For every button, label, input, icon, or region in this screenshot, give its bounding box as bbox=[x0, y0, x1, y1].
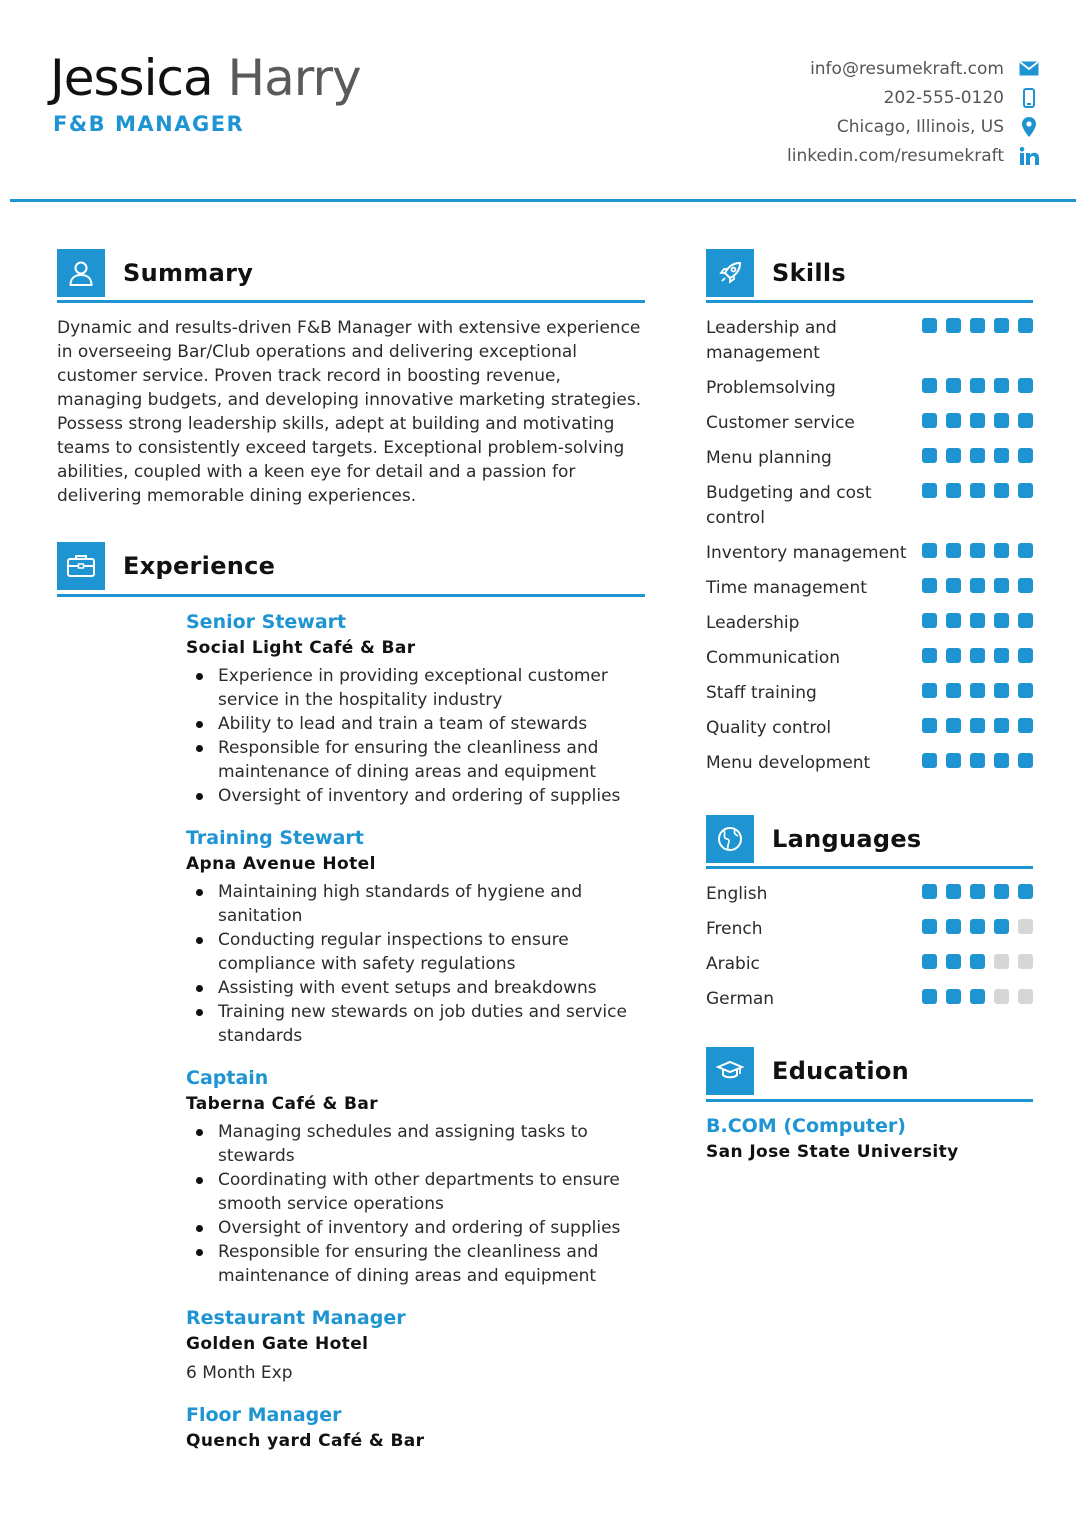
skill-label: Time management bbox=[706, 578, 867, 598]
rating-dot-filled bbox=[970, 919, 985, 934]
rating-dot-filled bbox=[946, 483, 961, 498]
globe-icon bbox=[706, 815, 754, 863]
job-company: Social Light Café & Bar bbox=[186, 638, 416, 658]
rating-dot-filled bbox=[994, 413, 1009, 428]
job-bullet: Experience in providing exceptional customer service in the hospitality industry bbox=[218, 664, 646, 712]
skill-row bbox=[706, 376, 1033, 401]
contact-location-text: Chicago, Illinois, US bbox=[836, 116, 1004, 137]
rating-dot-filled bbox=[994, 919, 1009, 934]
language-rating bbox=[922, 987, 1033, 1004]
rating-dot-filled bbox=[1018, 753, 1033, 768]
rating-dot-filled bbox=[922, 613, 937, 628]
languages-list bbox=[706, 882, 1033, 1022]
skill-label: Budgeting and cost control bbox=[706, 483, 872, 528]
rating-dot-filled bbox=[946, 578, 961, 593]
skill-label: Communication bbox=[706, 648, 840, 668]
rating-dot-filled bbox=[994, 753, 1009, 768]
rating-dot-filled bbox=[1018, 413, 1033, 428]
rating-dot-filled bbox=[1018, 318, 1033, 333]
skills-divider bbox=[706, 300, 1033, 303]
skill-label: Menu planning bbox=[706, 448, 832, 468]
skill-rating bbox=[922, 376, 1033, 393]
rating-dot-empty bbox=[1018, 989, 1033, 1004]
rating-dot-filled bbox=[946, 648, 961, 663]
rating-dot-filled bbox=[922, 543, 937, 558]
summary-title: Summary bbox=[123, 259, 254, 287]
job-bullet: Assisting with event setups and breakdowns bbox=[218, 976, 646, 1000]
skill-label: Menu development bbox=[706, 753, 871, 773]
rating-dot-filled bbox=[994, 543, 1009, 558]
last-name: Harry bbox=[227, 49, 361, 107]
candidate-name bbox=[50, 46, 361, 110]
rating-dot-filled bbox=[946, 989, 961, 1004]
job-title: Floor Manager bbox=[186, 1404, 342, 1426]
rating-dot-filled bbox=[946, 318, 961, 333]
education-degree: B.COM (Computer) bbox=[706, 1115, 906, 1137]
rating-dot-filled bbox=[922, 884, 937, 899]
languages-divider bbox=[706, 866, 1033, 869]
skill-row bbox=[706, 411, 1033, 436]
contact-location bbox=[787, 112, 1040, 141]
rating-dot-filled bbox=[994, 648, 1009, 663]
rating-dot-filled bbox=[970, 543, 985, 558]
rating-dot-filled bbox=[994, 483, 1009, 498]
contact-phone[interactable] bbox=[787, 83, 1040, 112]
skills-heading bbox=[706, 249, 846, 297]
rating-dot-empty bbox=[994, 989, 1009, 1004]
skill-row bbox=[706, 646, 1033, 671]
job-duration: 6 Month Exp bbox=[186, 1363, 293, 1383]
rating-dot-empty bbox=[1018, 919, 1033, 934]
job-bullets bbox=[186, 1120, 646, 1288]
skill-row bbox=[706, 751, 1033, 776]
rating-dot-filled bbox=[922, 989, 937, 1004]
contact-linkedin-text[interactable]: linkedin.com/resumekraft bbox=[787, 145, 1004, 166]
experience-list bbox=[186, 609, 646, 1471]
rating-dot-filled bbox=[1018, 648, 1033, 663]
job-bullet: Coordinating with other departments to ensure smooth service operations bbox=[218, 1168, 646, 1216]
summary-divider bbox=[57, 300, 645, 303]
rating-dot-filled bbox=[922, 683, 937, 698]
skill-rating bbox=[922, 481, 1033, 498]
skill-rating bbox=[922, 541, 1033, 558]
skill-label: Staff training bbox=[706, 683, 817, 703]
skill-label: Inventory management bbox=[706, 543, 907, 563]
job-title: Training Stewart bbox=[186, 827, 364, 849]
job-entry bbox=[186, 825, 646, 1048]
language-rating bbox=[922, 917, 1033, 934]
skill-rating bbox=[922, 646, 1033, 663]
rating-dot-filled bbox=[970, 448, 985, 463]
rating-dot-filled bbox=[994, 613, 1009, 628]
rating-dot-filled bbox=[922, 753, 937, 768]
language-label: English bbox=[706, 884, 768, 904]
rating-dot-filled bbox=[1018, 483, 1033, 498]
rating-dot-filled bbox=[970, 648, 985, 663]
job-entry bbox=[186, 1305, 646, 1385]
rating-dot-filled bbox=[946, 683, 961, 698]
job-bullet: Oversight of inventory and ordering of supplies bbox=[218, 1216, 646, 1240]
skills-title: Skills bbox=[772, 259, 847, 287]
rating-dot-filled bbox=[994, 884, 1009, 899]
rating-dot-filled bbox=[1018, 683, 1033, 698]
job-bullet: Conducting regular inspections to ensure compliance with safety regulations bbox=[218, 928, 646, 976]
skill-row bbox=[706, 541, 1033, 566]
job-bullet: Responsible for ensuring the cleanliness and maintenance of dining areas and equipment bbox=[218, 1240, 646, 1288]
contact-email[interactable] bbox=[787, 54, 1040, 83]
rating-dot-filled bbox=[946, 718, 961, 733]
job-title: Captain bbox=[186, 1067, 269, 1089]
language-label: German bbox=[706, 989, 775, 1009]
summary-text: Dynamic and results-driven F&B Manager with extensive experience in overseeing Bar/Club operations and delivering exceptional customer service. Proven track record in boosting revenue, managing budgets, and developing innovative marketing strategies. Possess strong leadership skills, adept at building and motivating teams to consistently exceed targets. Exceptional problem-solving abilities, coupled with a keen eye for detail and a passion for delivering memorable dining experiences. bbox=[57, 318, 642, 506]
experience-divider bbox=[57, 594, 645, 597]
job-bullet: Training new stewards on job duties and service standards bbox=[218, 1000, 646, 1048]
language-rating bbox=[922, 952, 1033, 969]
experience-heading bbox=[57, 542, 275, 590]
rating-dot-empty bbox=[1018, 954, 1033, 969]
rating-dot-filled bbox=[922, 919, 937, 934]
rating-dot-filled bbox=[922, 318, 937, 333]
job-company: Quench yard Café & Bar bbox=[186, 1431, 425, 1451]
rating-dot-filled bbox=[946, 413, 961, 428]
rating-dot-filled bbox=[970, 578, 985, 593]
education-title: Education bbox=[772, 1057, 910, 1085]
rating-dot-filled bbox=[922, 578, 937, 593]
rating-dot-filled bbox=[970, 718, 985, 733]
first-name: Jessica bbox=[50, 49, 213, 107]
job-company: Apna Avenue Hotel bbox=[186, 854, 376, 874]
rating-dot-filled bbox=[970, 483, 985, 498]
language-row bbox=[706, 917, 1033, 942]
languages-title: Languages bbox=[772, 825, 922, 853]
language-row bbox=[706, 882, 1033, 907]
skill-rating bbox=[922, 681, 1033, 698]
language-row bbox=[706, 987, 1033, 1012]
skill-row bbox=[706, 481, 1033, 531]
rating-dot-filled bbox=[922, 648, 937, 663]
user-icon bbox=[57, 249, 105, 297]
rating-dot-filled bbox=[1018, 884, 1033, 899]
graduation-cap-icon bbox=[706, 1047, 754, 1095]
job-company: Taberna Café & Bar bbox=[186, 1094, 379, 1114]
rating-dot-filled bbox=[1018, 448, 1033, 463]
language-rating bbox=[922, 882, 1033, 899]
summary-heading bbox=[57, 249, 253, 297]
rating-dot-filled bbox=[946, 753, 961, 768]
skill-label: Problemsolving bbox=[706, 378, 836, 398]
rating-dot-filled bbox=[1018, 718, 1033, 733]
rating-dot-filled bbox=[946, 919, 961, 934]
education-divider bbox=[706, 1099, 1033, 1102]
education-school: San Jose State University bbox=[706, 1142, 959, 1162]
skill-row bbox=[706, 316, 1033, 366]
skill-row bbox=[706, 576, 1033, 601]
contact-email-text[interactable]: info@resumekraft.com bbox=[810, 58, 1004, 79]
rating-dot-filled bbox=[970, 318, 985, 333]
rating-dot-filled bbox=[946, 378, 961, 393]
language-label: French bbox=[706, 919, 763, 939]
header-divider bbox=[10, 199, 1076, 202]
rating-dot-filled bbox=[922, 483, 937, 498]
briefcase-icon bbox=[57, 542, 105, 590]
rating-dot-filled bbox=[970, 378, 985, 393]
rating-dot-filled bbox=[1018, 543, 1033, 558]
rating-dot-filled bbox=[1018, 578, 1033, 593]
job-bullets bbox=[186, 664, 646, 808]
rating-dot-filled bbox=[970, 613, 985, 628]
rating-dot-filled bbox=[994, 378, 1009, 393]
experience-title: Experience bbox=[123, 552, 276, 580]
skill-rating bbox=[922, 316, 1033, 333]
rating-dot-filled bbox=[922, 448, 937, 463]
skill-row bbox=[706, 716, 1033, 741]
job-title: Restaurant Manager bbox=[186, 1307, 406, 1329]
rating-dot-filled bbox=[922, 413, 937, 428]
rating-dot-filled bbox=[946, 543, 961, 558]
education-heading bbox=[706, 1047, 909, 1095]
education-entry bbox=[706, 1113, 959, 1165]
rocket-icon bbox=[706, 249, 754, 297]
rating-dot-filled bbox=[994, 578, 1009, 593]
skill-rating bbox=[922, 716, 1033, 733]
skill-rating bbox=[922, 576, 1033, 593]
language-label: Arabic bbox=[706, 954, 760, 974]
rating-dot-filled bbox=[970, 753, 985, 768]
skill-rating bbox=[922, 611, 1033, 628]
rating-dot-filled bbox=[922, 954, 937, 969]
rating-dot-filled bbox=[946, 613, 961, 628]
rating-dot-filled bbox=[994, 318, 1009, 333]
rating-dot-empty bbox=[994, 954, 1009, 969]
rating-dot-filled bbox=[970, 954, 985, 969]
rating-dot-filled bbox=[1018, 378, 1033, 393]
job-entry bbox=[186, 1402, 646, 1454]
rating-dot-filled bbox=[946, 448, 961, 463]
job-title: Senior Stewart bbox=[186, 611, 347, 633]
rating-dot-filled bbox=[922, 718, 937, 733]
rating-dot-filled bbox=[970, 884, 985, 899]
skill-rating bbox=[922, 446, 1033, 463]
skill-row bbox=[706, 681, 1033, 706]
contact-phone-text[interactable]: 202-555-0120 bbox=[883, 87, 1004, 108]
skill-label: Customer service bbox=[706, 413, 855, 433]
job-bullet: Managing schedules and assigning tasks to stewards bbox=[218, 1120, 646, 1168]
rating-dot-filled bbox=[1018, 613, 1033, 628]
skill-label: Quality control bbox=[706, 718, 832, 738]
contact-linkedin[interactable] bbox=[787, 141, 1040, 170]
language-row bbox=[706, 952, 1033, 977]
phone-icon bbox=[1018, 87, 1040, 109]
email-icon bbox=[1018, 58, 1040, 80]
job-bullets bbox=[186, 880, 646, 1048]
job-bullet: Ability to lead and train a team of stewards bbox=[218, 712, 646, 736]
skill-row bbox=[706, 611, 1033, 636]
job-bullet: Oversight of inventory and ordering of supplies bbox=[218, 784, 646, 808]
job-role: F&B MANAGER bbox=[53, 112, 245, 136]
rating-dot-filled bbox=[946, 884, 961, 899]
rating-dot-filled bbox=[994, 718, 1009, 733]
rating-dot-filled bbox=[946, 954, 961, 969]
rating-dot-filled bbox=[970, 989, 985, 1004]
rating-dot-filled bbox=[970, 683, 985, 698]
job-entry bbox=[186, 1065, 646, 1288]
job-bullet: Maintaining high standards of hygiene and sanitation bbox=[218, 880, 646, 928]
linkedin-icon bbox=[1018, 145, 1040, 167]
skill-rating bbox=[922, 751, 1033, 768]
languages-heading bbox=[706, 815, 921, 863]
rating-dot-filled bbox=[994, 683, 1009, 698]
skills-list bbox=[706, 316, 1033, 786]
skill-label: Leadership and management bbox=[706, 318, 837, 363]
job-company: Golden Gate Hotel bbox=[186, 1334, 369, 1354]
location-pin-icon bbox=[1018, 116, 1040, 138]
job-bullet: Responsible for ensuring the cleanliness and maintenance of dining areas and equipment bbox=[218, 736, 646, 784]
job-entry bbox=[186, 609, 646, 808]
skill-row bbox=[706, 446, 1033, 471]
skill-rating bbox=[922, 411, 1033, 428]
contact-list bbox=[787, 54, 1040, 170]
rating-dot-filled bbox=[970, 413, 985, 428]
rating-dot-filled bbox=[994, 448, 1009, 463]
rating-dot-filled bbox=[922, 378, 937, 393]
skill-label: Leadership bbox=[706, 613, 800, 633]
